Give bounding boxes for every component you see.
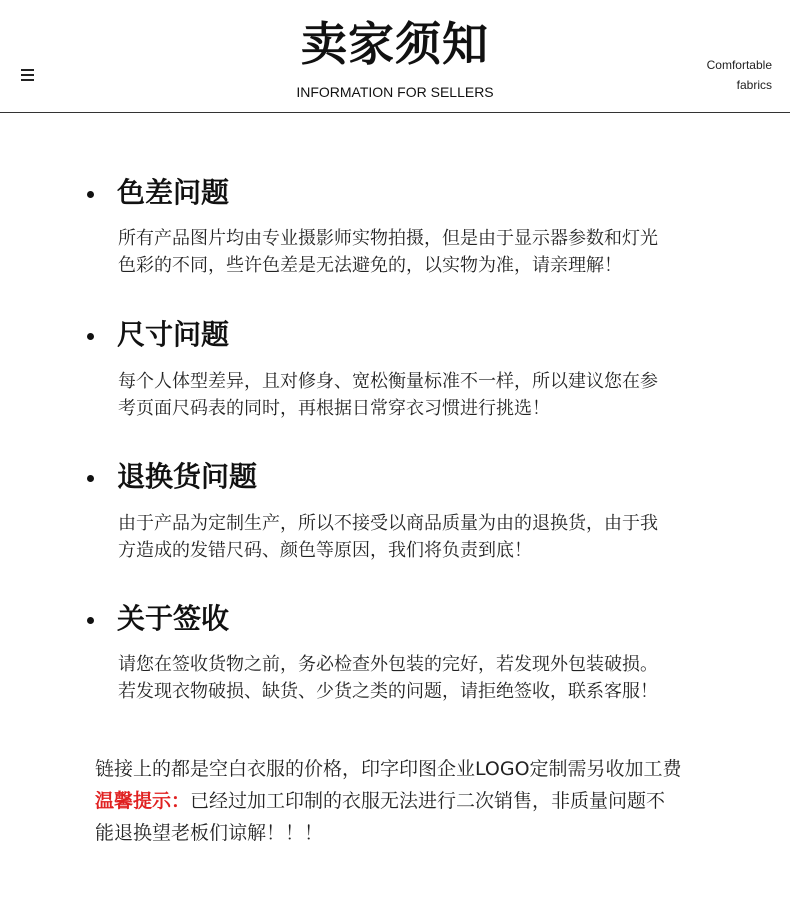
section-line: 色彩的不同，些许色差是无法避免的，以实物为准，请亲理解！	[118, 255, 622, 276]
fabric-tag-line1: Comfortable	[706, 58, 772, 72]
section-body	[118, 510, 718, 564]
fabric-tag	[707, 55, 772, 95]
bullet	[87, 617, 94, 624]
warning-label: 温馨提示：	[95, 790, 191, 812]
footer-line: 链接上的都是空白衣服的价格，印字印图企业LOGO定制需另收加工费	[95, 758, 682, 780]
section-title: 色差问题	[117, 176, 230, 209]
bullet	[87, 475, 94, 482]
page-header	[0, 0, 790, 113]
section-line: 由于产品为定制生产，所以不接受以商品质量为由的退换货，由于我	[118, 513, 658, 534]
section-line: 考页面尺码表的同时，再根据日常穿衣习惯进行挑选！	[118, 398, 550, 419]
page-subtitle: INFORMATION FOR SELLERS	[296, 84, 494, 100]
footer-warning-line	[95, 785, 735, 817]
section-line: 请您在签收货物之前，务必检查外包装的完好，若发现外包装破损。	[118, 654, 658, 675]
section-line: 方造成的发错尺码、颜色等原因，我们将负责到底！	[118, 540, 532, 561]
page-title: 卖家须知	[301, 17, 489, 71]
footer-line: 已经过加工印制的衣服无法进行二次销售，非质量问题不	[190, 790, 666, 812]
section-body	[118, 225, 718, 279]
bullet	[87, 333, 94, 340]
footer-line: 能退换望老板们谅解！！！	[95, 822, 324, 844]
footer-notice	[95, 753, 735, 849]
section-body	[118, 368, 718, 422]
section-line: 每个人体型差异，且对修身、宽松衡量标准不一样，所以建议您在参	[118, 371, 658, 392]
section-line: 所有产品图片均由专业摄影师实物拍摄，但是由于显示器参数和灯光	[118, 228, 658, 249]
section-line: 若发现衣物破损、缺货、少货之类的问题，请拒绝签收，联系客服！	[118, 681, 658, 702]
section-title: 退换货问题	[117, 460, 258, 493]
section-title: 尺寸问题	[117, 318, 230, 351]
section-title: 关于签收	[117, 602, 230, 635]
fabric-tag-line2: fabrics	[736, 78, 772, 92]
bullet	[87, 191, 94, 198]
section-body	[118, 651, 718, 705]
